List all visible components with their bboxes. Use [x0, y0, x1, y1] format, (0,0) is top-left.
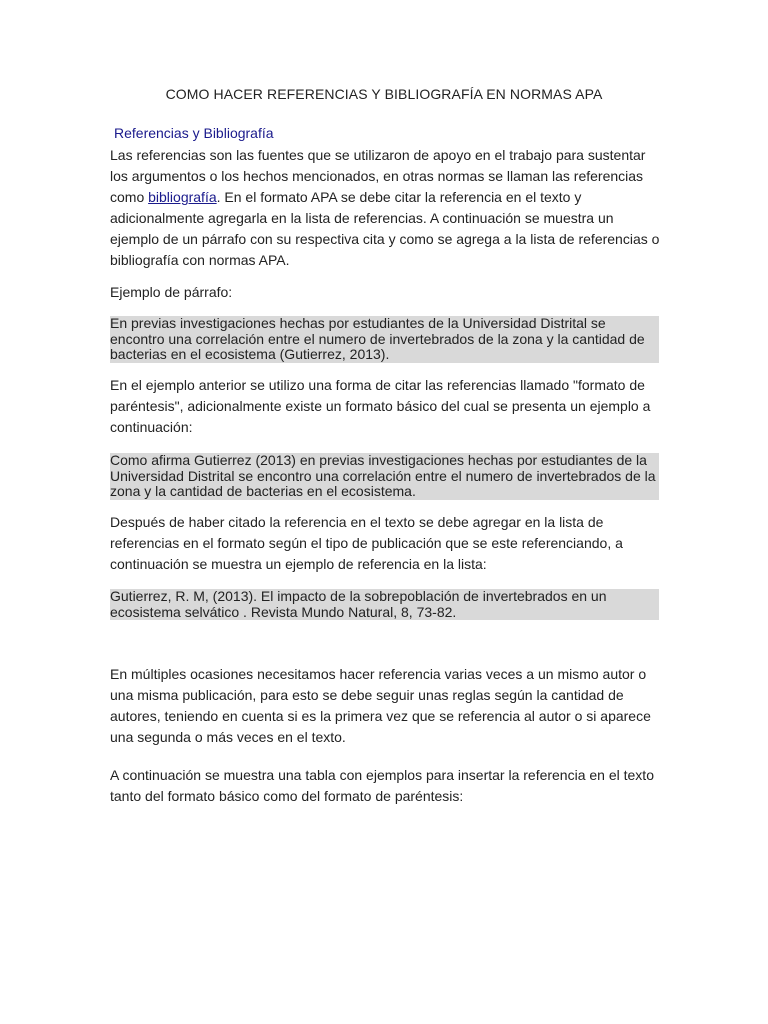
- table-intro-paragraph: A continuación se muestra una tabla con ejemplos para insertar la referencia en el texto tanto del formato básico como del formato de paréntesis:: [110, 767, 654, 804]
- explanation-paragraph: En el ejemplo anterior se utilizo una forma de citar las referencias llamado "formato de paréntesis", adicionalmente existe un formato básico del cual se presenta un ejemplo a continuación:: [110, 377, 651, 435]
- example-label: Ejemplo de párrafo:: [110, 284, 233, 300]
- example-quote-basic: Como afirma Gutierrez (2013) en previas investigaciones hechas por estudiantes de la Universidad Distrital se encontro una correlación entre el numero de invertebrados de la zona y la cantidad de bacterias en el ecosistema.: [110, 453, 659, 500]
- reference-entry-quote: Gutierrez, R. M, (2013). El impacto de la sobrepoblación de invertebrados en un ecosistema selvático . Revista Mundo Natural, 8, 73-82.: [110, 589, 659, 620]
- bibliografia-link[interactable]: bibliografía: [148, 189, 217, 205]
- section-link-referencias[interactable]: Referencias y Bibliografía: [114, 125, 274, 141]
- intro-paragraph: [110, 145, 660, 271]
- intro-text-before-link: Las referencias son las fuentes que se utilizaron de apoyo en el trabajo para sustentar los argumentos o los hechos mencionados, en otras normas se llaman las referencias como: [110, 147, 646, 205]
- reference-list-paragraph: Después de haber citado la referencia en el texto se debe agregar en la lista de referencias en el formato según el tipo de publicación que se este referenciando, a continuación se muestra un ejemplo de referencia en la lista:: [110, 514, 623, 572]
- multiple-references-paragraph: En múltiples ocasiones necesitamos hacer referencia varias veces a un mismo autor o una misma publicación, para esto se debe seguir unas reglas según la cantidad de autores, teniendo en cuenta si es la primera vez que se referencia al autor o si aparece una segunda o más veces en el texto.: [110, 666, 651, 745]
- example-quote-parenthesis: En previas investigaciones hechas por estudiantes de la Universidad Distrital se encontro una correlación entre el numero de invertebrados de la zona y la cantidad de bacterias en el ecosistema (Gutierrez, 2013).: [110, 316, 659, 363]
- page-title: COMO HACER REFERENCIAS Y BIBLIOGRAFÍA EN NORMAS APA: [165, 86, 603, 102]
- intro-text-after-link: . En el formato APA se debe citar la referencia en el texto y adicionalmente agregarla en la lista de referencias. A continuación se muestra un ejemplo de un párrafo con su respectiva cita y como se agrega a la lista de referencias o bibliografía con normas APA.: [110, 189, 660, 268]
